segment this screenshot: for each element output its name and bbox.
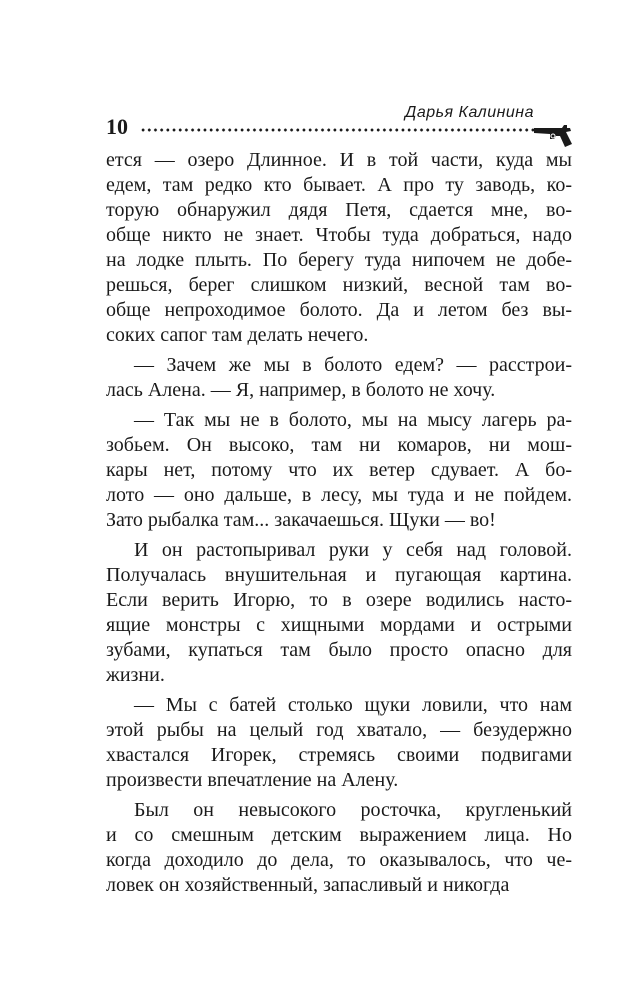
paragraph	[106, 798, 572, 898]
text-line: зубами, купаться там было просто опасно для	[106, 639, 572, 661]
text-line: Был он невысокого росточка, кругленький	[134, 799, 572, 821]
pistol-icon	[534, 122, 574, 148]
text-line: решься, берег слишком низкий, весной там во-	[106, 274, 572, 296]
text-line: Если верить Игорю, то в озере водились насто-	[106, 589, 572, 611]
text-line: обще никто не знает. Чтобы туда добраться, надо	[106, 224, 572, 246]
paragraph	[106, 693, 572, 793]
body-text	[106, 148, 572, 898]
text-line: обще непроходимое болото. Да и летом без вы-	[106, 299, 572, 321]
running-author: Дарья Калинина	[405, 104, 534, 121]
dotted-leader	[140, 128, 536, 132]
text-line: едем, там редко кто бывает. А про ту заводь, ко-	[106, 174, 572, 196]
text-line: жизни.	[106, 664, 165, 686]
text-line: — Зачем же мы в болото едем? — расстрои-	[134, 354, 572, 376]
text-line: Получалась внушительная и пугающая картина.	[106, 564, 572, 586]
text-line: — Мы с батей столько щуки ловили, что нам	[134, 694, 572, 716]
text-line: ловек он хозяйственный, запасливый и никогда	[106, 874, 510, 896]
paragraph	[106, 148, 572, 348]
running-header	[106, 104, 572, 150]
paragraph	[106, 353, 572, 403]
text-line: — Так мы не в болото, мы на мысу лагерь ра-	[134, 409, 572, 431]
text-line: этой рыбы на целый год хватало, — безудержно	[106, 719, 572, 741]
text-line: И он растопыривал руки у себя над головой.	[134, 539, 572, 561]
text-line: произвести впечатление на Алену.	[106, 769, 399, 791]
paragraph	[106, 408, 572, 533]
text-line: и со смешным детским выражением лица. Но	[106, 824, 572, 846]
text-line: лото — оно дальше, в лесу, мы туда и не пойдем.	[106, 484, 572, 506]
text-line: ется — озеро Длинное. И в той части, куда мы	[106, 149, 572, 171]
text-line: когда доходило до дела, то оказывалось, что че-	[106, 849, 572, 871]
text-line: хвастался Игорек, стремясь своими подвигами	[106, 744, 572, 766]
text-line: на лодке плыть. По берегу туда нипочем не добе-	[106, 249, 572, 271]
paragraph	[106, 538, 572, 688]
text-line: лась Алена. — Я, например, в болото не хочу.	[106, 379, 496, 401]
text-line: кары нет, потому что их ветер сдувает. А бо-	[106, 459, 572, 481]
text-line: соких сапог там делать нечего.	[106, 324, 369, 346]
text-line: ящие монстры с хищными мордами и острыми	[106, 614, 572, 636]
text-line: торую обнаружил дядя Петя, сдается мне, во-	[106, 199, 572, 221]
page-number: 10	[106, 114, 128, 139]
text-line: зобьем. Он высоко, там ни комаров, ни мош-	[106, 434, 572, 456]
text-line: Зато рыбалка там... закачаешься. Щуки — во!	[106, 509, 496, 531]
